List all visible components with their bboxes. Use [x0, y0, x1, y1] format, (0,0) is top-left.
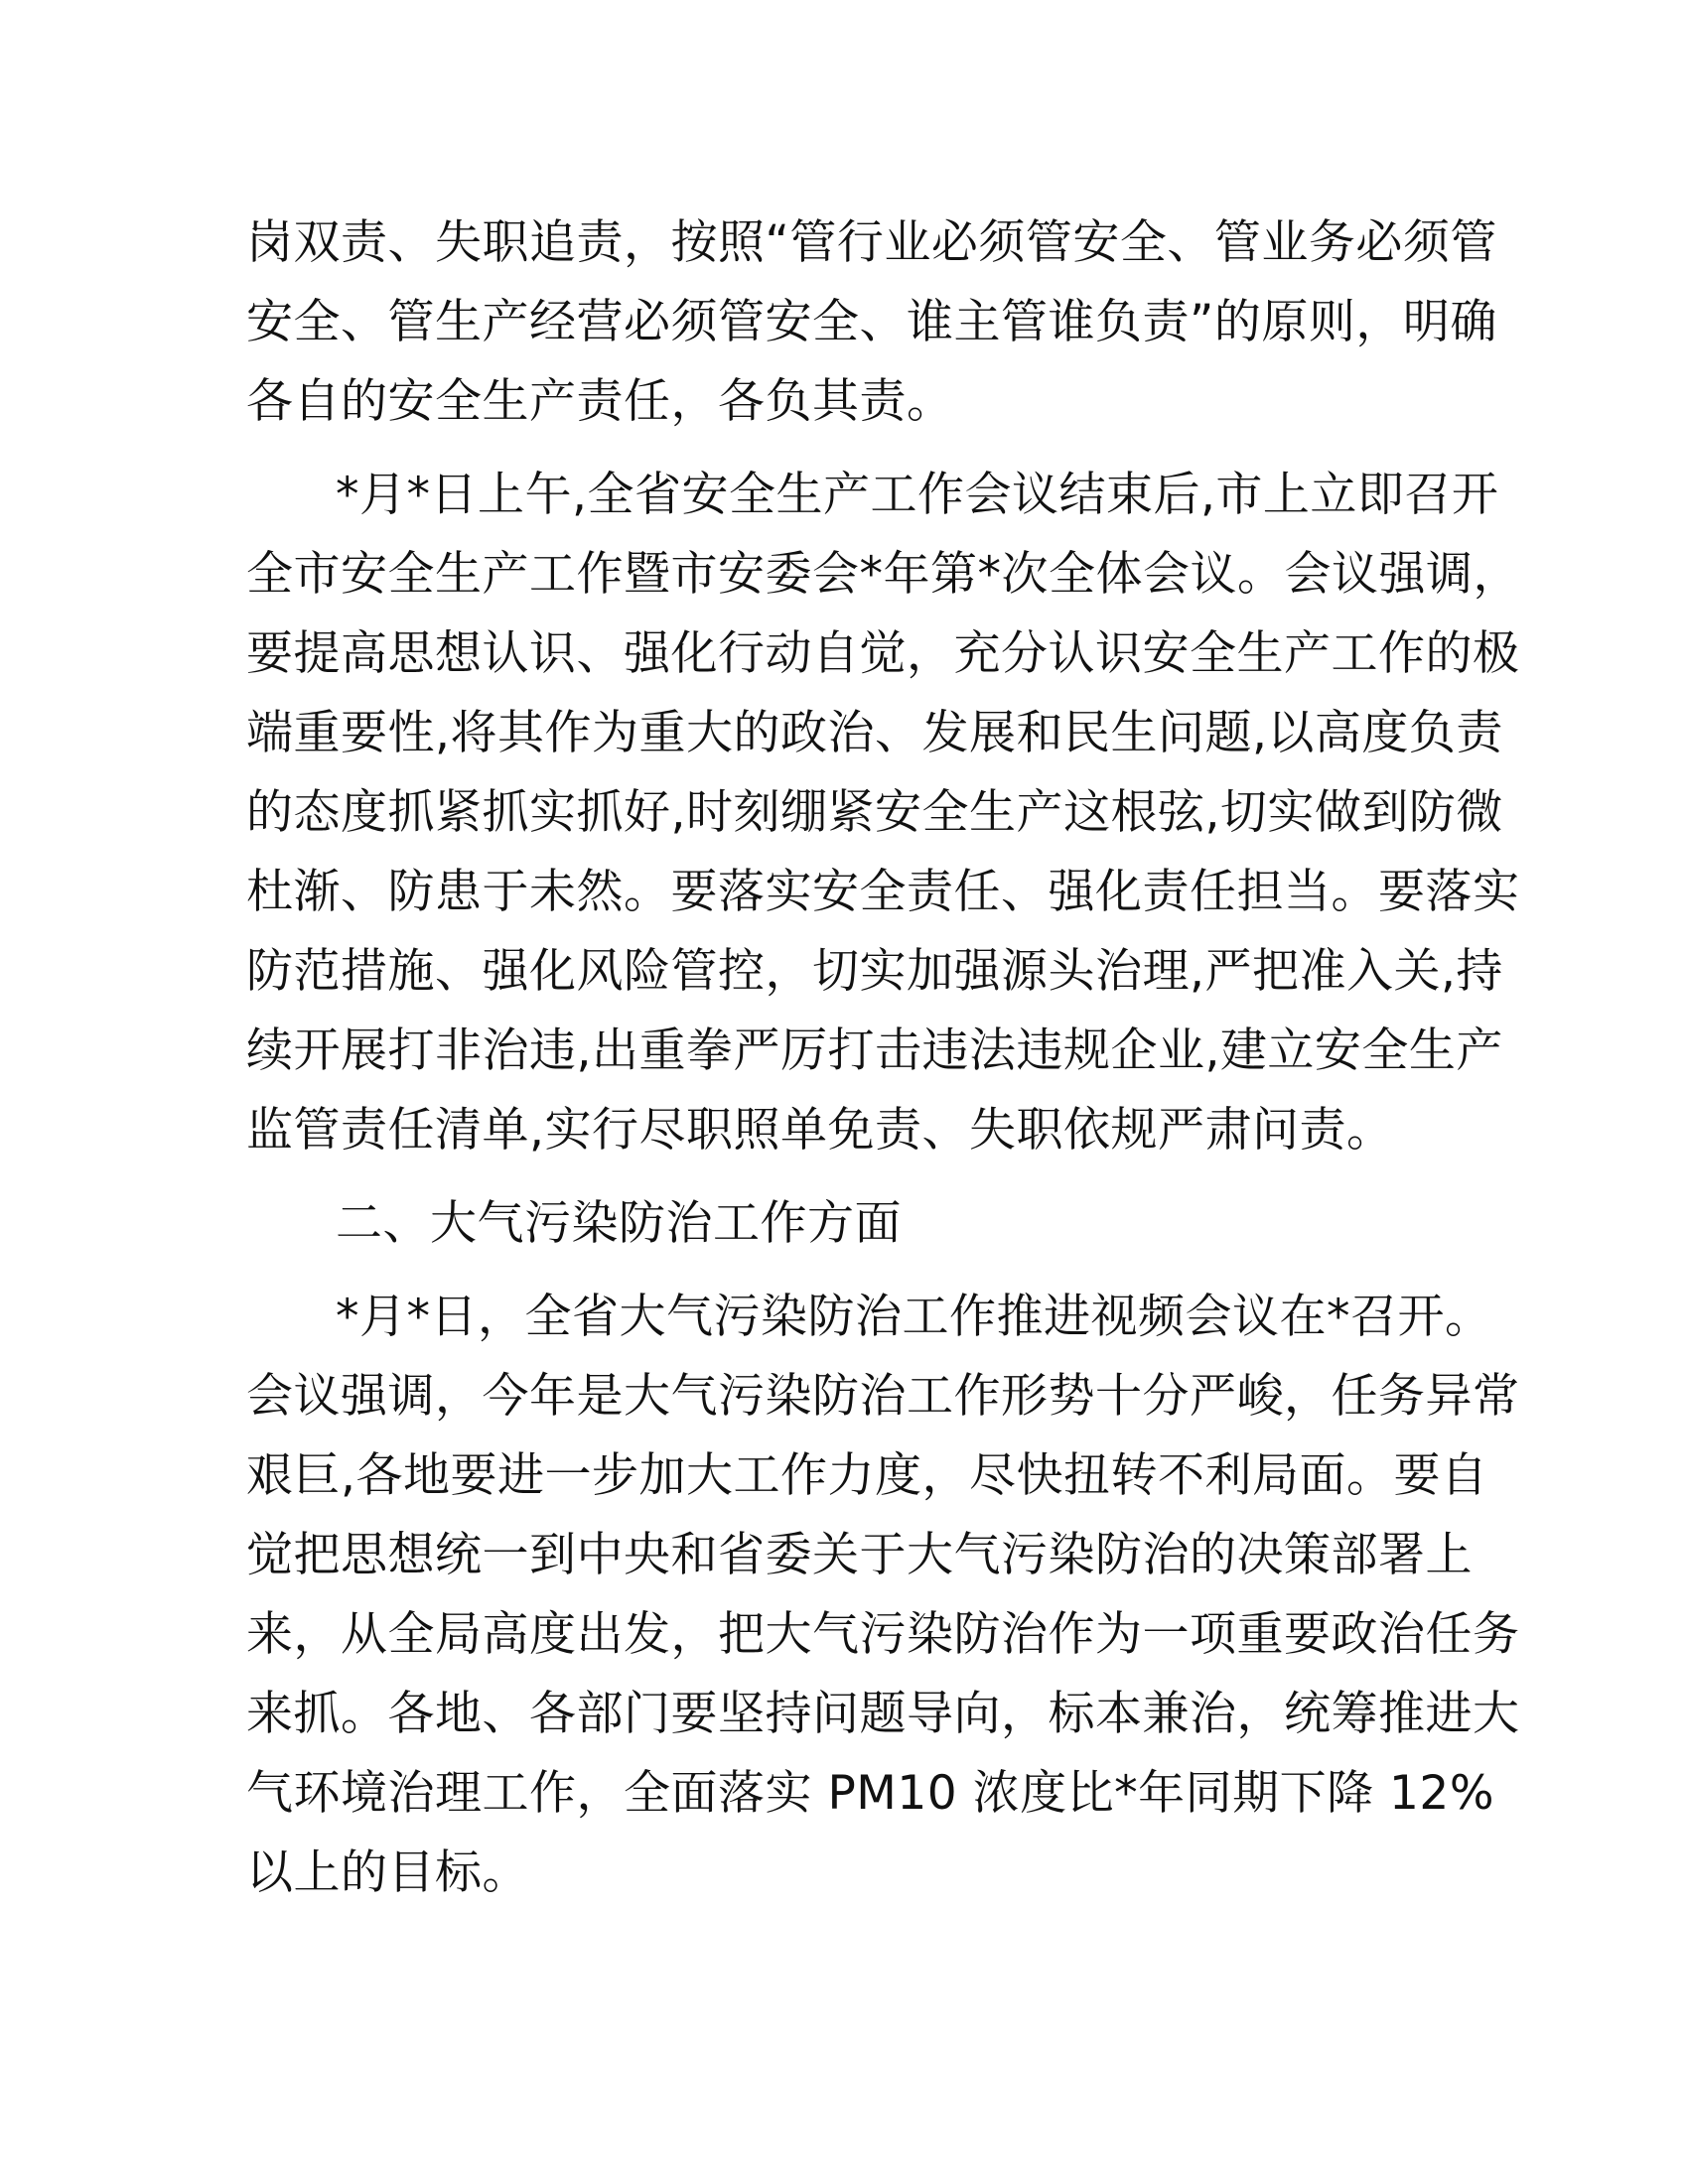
text-line: 各自的安全生产责任，各负其责。	[246, 374, 954, 429]
text-line: 来抓。各地、各部门要坚持问题导向，标本兼治，统筹推进大	[246, 1687, 1520, 1741]
text-line: 以上的目标。	[246, 1845, 529, 1900]
text-line: 杜渐、防患于未然。要落实安全责任、强化责任担当。要落实	[246, 865, 1520, 919]
text-line: 监管责任清单,实行尽职照单免责、失职依规严肃问责。	[246, 1103, 1394, 1158]
text-line: 防范措施、强化风险管控，切实加强源头治理,严把准入关,持	[246, 944, 1503, 999]
text-line: 会议强调，今年是大气污染防治工作形势十分严峻，任务异常	[246, 1369, 1520, 1424]
text-line: 觉把思想统一到中央和省委关于大气污染防治的决策部署上	[246, 1528, 1473, 1582]
paragraph-city-safety-meeting	[246, 456, 1520, 1170]
text-line: 安全、管生产经营必须管安全、谁主管谁负责”的原则，明确	[246, 295, 1497, 349]
text-line: 续开展打非治违,出重拳严厉打击违法违规企业,建立安全生产	[246, 1024, 1503, 1078]
text-line: 全市安全生产工作暨市安委会*年第*次全体会议。会议强调，	[246, 547, 1520, 602]
text-line: 端重要性,将其作为重大的政治、发展和民生问题,以高度负责	[246, 706, 1503, 760]
text-line: 艰巨,各地要进一步加大工作力度，尽快扭转不利局面。要自	[246, 1448, 1488, 1503]
text-line: 的态度抓紧抓实抓好,时刻绷紧安全生产这根弦,切实做到防微	[246, 785, 1503, 840]
paragraph-air-pollution-meeting	[246, 1278, 1520, 1913]
section-heading-text: 二、大气污染防治工作方面	[336, 1196, 902, 1251]
text-line: 气环境治理工作，全面落实 PM10 浓度比*年同期下降 12%	[246, 1766, 1494, 1821]
paragraph-safety-responsibility	[246, 204, 1497, 442]
text-line: 岗双责、失职追责，按照“管行业必须管安全、管业务必须管	[246, 215, 1497, 270]
text-line: 要提高思想认识、强化行动自觉，充分认识安全生产工作的极	[246, 626, 1520, 681]
text-line: 来，从全局高度出发，把大气污染防治作为一项重要政治任务	[246, 1607, 1520, 1662]
text-line: *月*日上午,全省安全生产工作会议结束后,市上立即召开	[336, 468, 1499, 522]
section-heading-air-pollution	[246, 1184, 1438, 1264]
text-line: *月*日，全省大气污染防治工作推进视频会议在*召开。	[336, 1290, 1492, 1344]
document-body	[246, 204, 1520, 1927]
